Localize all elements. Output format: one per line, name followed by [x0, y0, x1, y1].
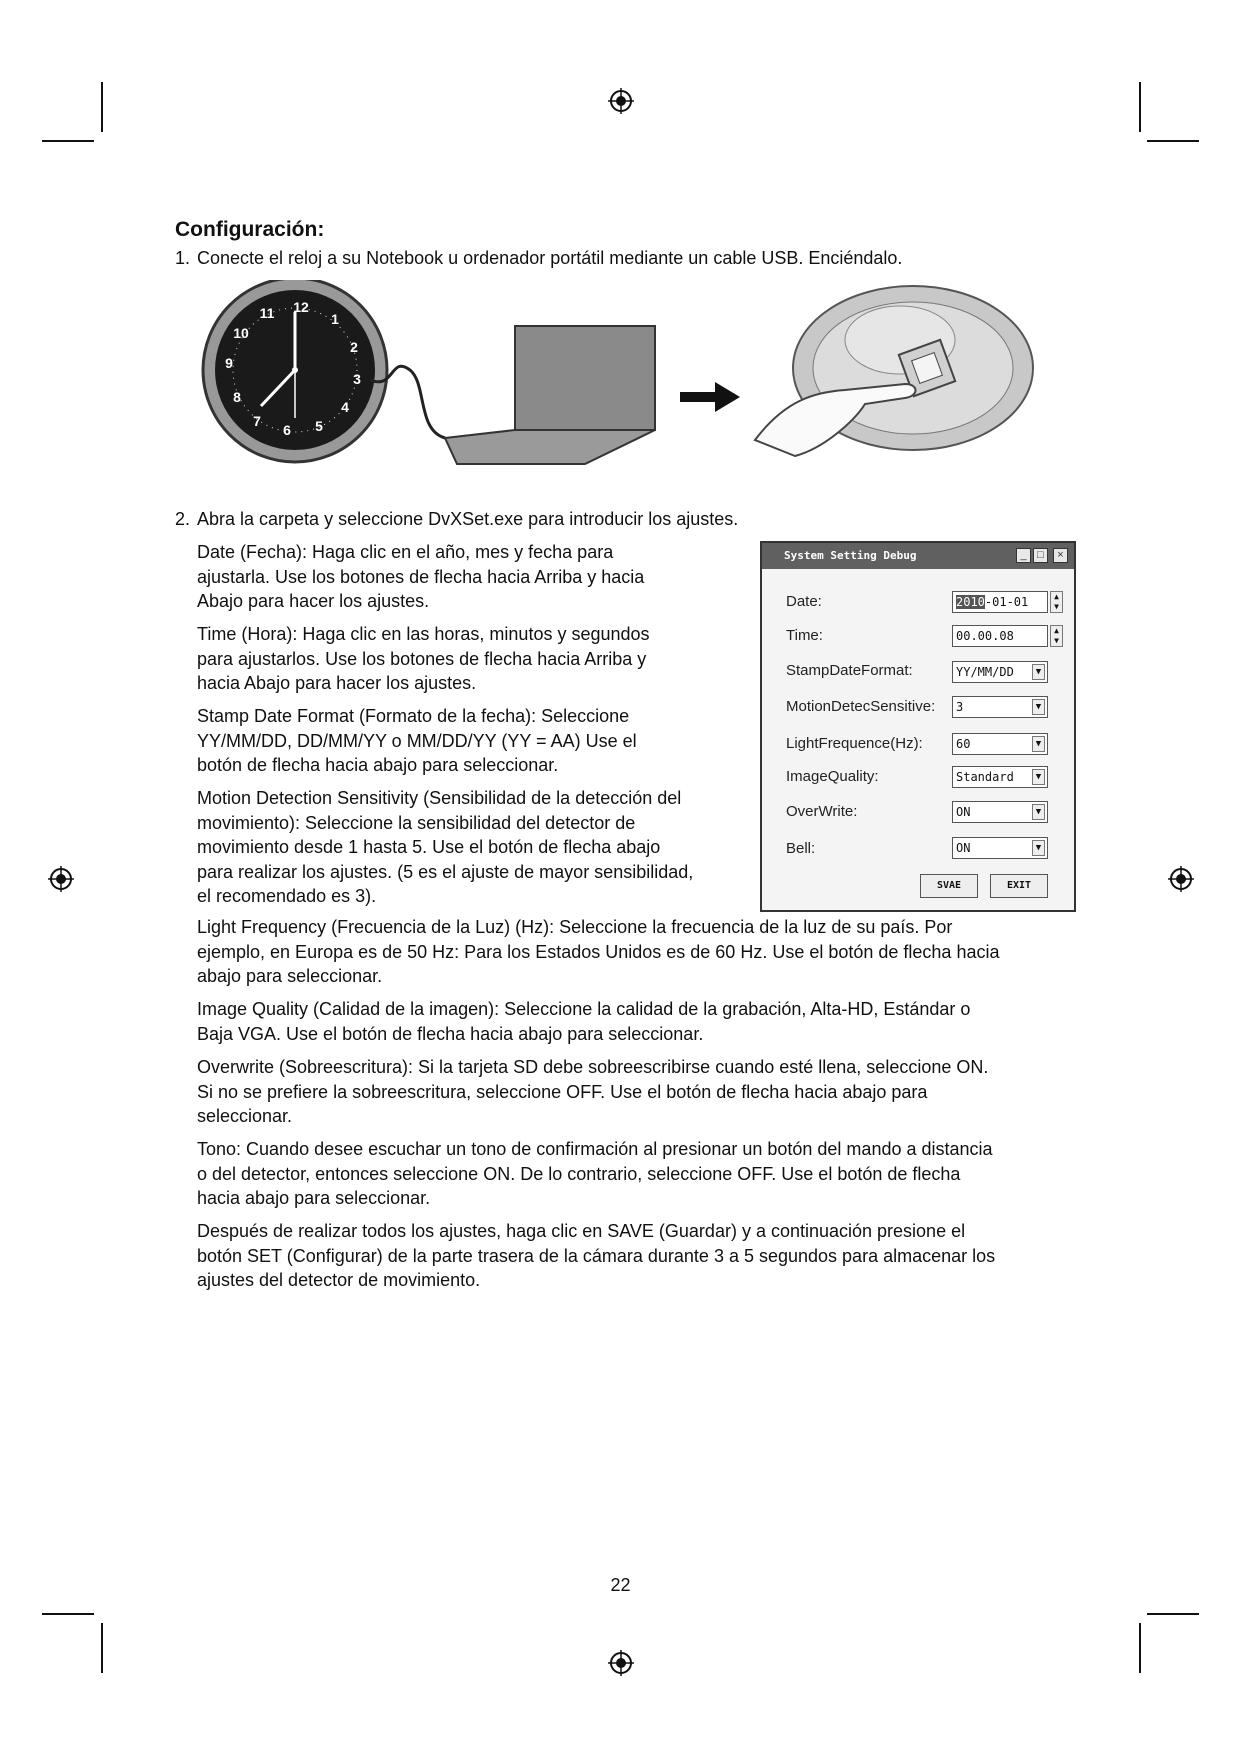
dropdown-arrow-icon[interactable]: ▼	[1032, 769, 1045, 785]
clock-numeral: 10	[233, 325, 249, 341]
motion-paragraph: Motion Detection Sensitivity (Sensibilidad de la detección del movimiento): Seleccione la sensibilidad del detector de movimiento desde 1 hasta 5. Use el botón de flecha abajo para realizar los ajustes. (5 es el ajuste de mayor sensibilidad, el recomendado es 3).	[197, 788, 694, 906]
clock-numeral: 8	[233, 389, 241, 405]
page-number: 22	[610, 1575, 631, 1595]
clock-numeral: 5	[315, 418, 323, 434]
registration-mark-icon	[606, 86, 636, 116]
wall-clock	[203, 280, 387, 462]
crop-mark	[1139, 82, 1141, 132]
laptop	[445, 326, 655, 464]
bell-label: Bell:	[786, 840, 816, 857]
time-paragraph: Time (Hora): Haga clic en las horas, minutos y segundos para ajustarlos. Use los botones de flecha hacia Arriba y hacia Abajo para hacer los ajustes.	[197, 624, 650, 693]
time-spinner-icon[interactable]: ▲ ▼	[1050, 625, 1063, 647]
dropdown-arrow-icon[interactable]: ▼	[1032, 736, 1045, 752]
clock-numeral: 12	[293, 299, 309, 315]
stamp-format-select[interactable]: YY/MM/DD ▼	[952, 661, 1048, 683]
crop-mark	[1139, 1623, 1141, 1673]
overwrite-label: OverWrite:	[786, 803, 858, 820]
time-field[interactable]: 00.00.08 ▲ ▼	[952, 625, 1048, 647]
close-icon[interactable]: ×	[1053, 548, 1068, 563]
dropdown-arrow-icon[interactable]: ▼	[1032, 804, 1045, 820]
crop-mark	[101, 82, 103, 132]
after-paragraph: Después de realizar todos los ajustes, haga clic en SAVE (Guardar) y a continuación presione el botón SET (Configurar) de la parte trasera de la cámara durante 3 a 5 segundos para almacenar los ajustes del detector de movimiento.	[197, 1221, 996, 1290]
step-2: 2. Abra la carpeta y seleccione DvXSet.exe para introducir los ajustes.	[175, 509, 739, 529]
motion-sensitivity-select[interactable]: 3 ▼	[952, 696, 1048, 718]
crop-mark	[42, 1613, 94, 1615]
tone-paragraph: Tono: Cuando desee escuchar un tono de confirmación al presionar un botón del mando a distancia o del detector, entonces seleccione ON. De lo contrario, seleccione OFF. Use el botón de flecha hacia abajo para seleccionar.	[197, 1139, 993, 1208]
clock-numeral: 6	[283, 422, 291, 438]
save-button[interactable]: SVAE	[920, 874, 978, 898]
crop-mark	[1147, 1613, 1199, 1615]
crop-mark	[1147, 140, 1199, 142]
date-paragraph: Date (Fecha): Haga clic en el año, mes y fecha para ajustarla. Use los botones de flecha hacia Arriba y hacia Abajo para hacer los ajustes.	[197, 542, 645, 611]
overwrite-select[interactable]: ON ▼	[952, 801, 1048, 823]
step-1: 1. Conecte el reloj a su Notebook u ordenador portátil mediante un cable USB. Enciéndalo.	[175, 248, 903, 268]
clock-numeral: 1	[331, 311, 339, 327]
clock-numeral: 11	[259, 305, 275, 321]
dialog-title: System Setting Debug	[762, 543, 1074, 569]
clock-numeral: 2	[350, 339, 358, 355]
settings-dialog	[760, 541, 1076, 912]
light-label: LightFrequence(Hz):	[786, 735, 923, 752]
date-label: Date:	[786, 593, 822, 610]
bell-select[interactable]: ON ▼	[952, 837, 1048, 859]
dropdown-arrow-icon[interactable]: ▼	[1032, 664, 1045, 680]
section-heading: Configuración:	[175, 218, 325, 241]
dropdown-arrow-icon[interactable]: ▼	[1032, 699, 1045, 715]
registration-mark-icon	[46, 864, 76, 894]
light-paragraph: Light Frequency (Frecuencia de la Luz) (Hz): Seleccione la frecuencia de la luz de su país. Por ejemplo, en Europa es de 50 Hz: Para los Estados Unidos es de 60 Hz. Use el botón de flecha hacia abajo para seleccionar.	[197, 917, 1000, 986]
clock-numeral: 9	[225, 355, 233, 371]
image-quality-select[interactable]: Standard ▼	[952, 766, 1048, 788]
clock-numeral: 4	[341, 399, 349, 415]
stamp-label: StampDateFormat:	[786, 662, 913, 679]
stamp-paragraph: Stamp Date Format (Formato de la fecha): Seleccione YY/MM/DD, DD/MM/YY o MM/DD/YY (YY = AA) Use el botón de flecha hacia abajo para seleccionar.	[197, 706, 637, 775]
minimize-icon[interactable]: _	[1016, 548, 1031, 563]
arrow-right-icon	[680, 382, 740, 412]
clock-numeral: 3	[353, 371, 361, 387]
clock-back	[755, 286, 1033, 456]
overwrite-paragraph: Overwrite (Sobreescritura): Si la tarjeta SD debe sobreescribirse cuando esté llena, seleccione ON. Si no se prefiere la sobreescritura, seleccione OFF. Use el botón de flecha hacia abajo para seleccionar.	[197, 1057, 989, 1126]
exit-button[interactable]: EXIT	[990, 874, 1048, 898]
motion-label: MotionDetecSensitive:	[786, 698, 936, 715]
connection-illustration	[195, 280, 1055, 490]
dropdown-arrow-icon[interactable]: ▼	[1032, 840, 1045, 856]
quality-paragraph: Image Quality (Calidad de la imagen): Seleccione la calidad de la grabación, Alta-HD, Estándar o Baja VGA. Use el botón de flecha hacia abajo para seleccionar.	[197, 999, 971, 1044]
clock-numeral: 7	[253, 413, 261, 429]
registration-mark-icon	[1166, 864, 1196, 894]
registration-mark-icon	[606, 1648, 636, 1678]
crop-mark	[101, 1623, 103, 1673]
time-label: Time:	[786, 627, 823, 644]
quality-label: ImageQuality:	[786, 768, 879, 785]
date-field[interactable]: 2010-01-01 ▲ ▼	[952, 591, 1048, 613]
crop-mark	[42, 140, 94, 142]
light-frequency-select[interactable]: 60 ▼	[952, 733, 1048, 755]
date-spinner-icon[interactable]: ▲ ▼	[1050, 591, 1063, 613]
maximize-icon[interactable]: □	[1033, 548, 1048, 563]
